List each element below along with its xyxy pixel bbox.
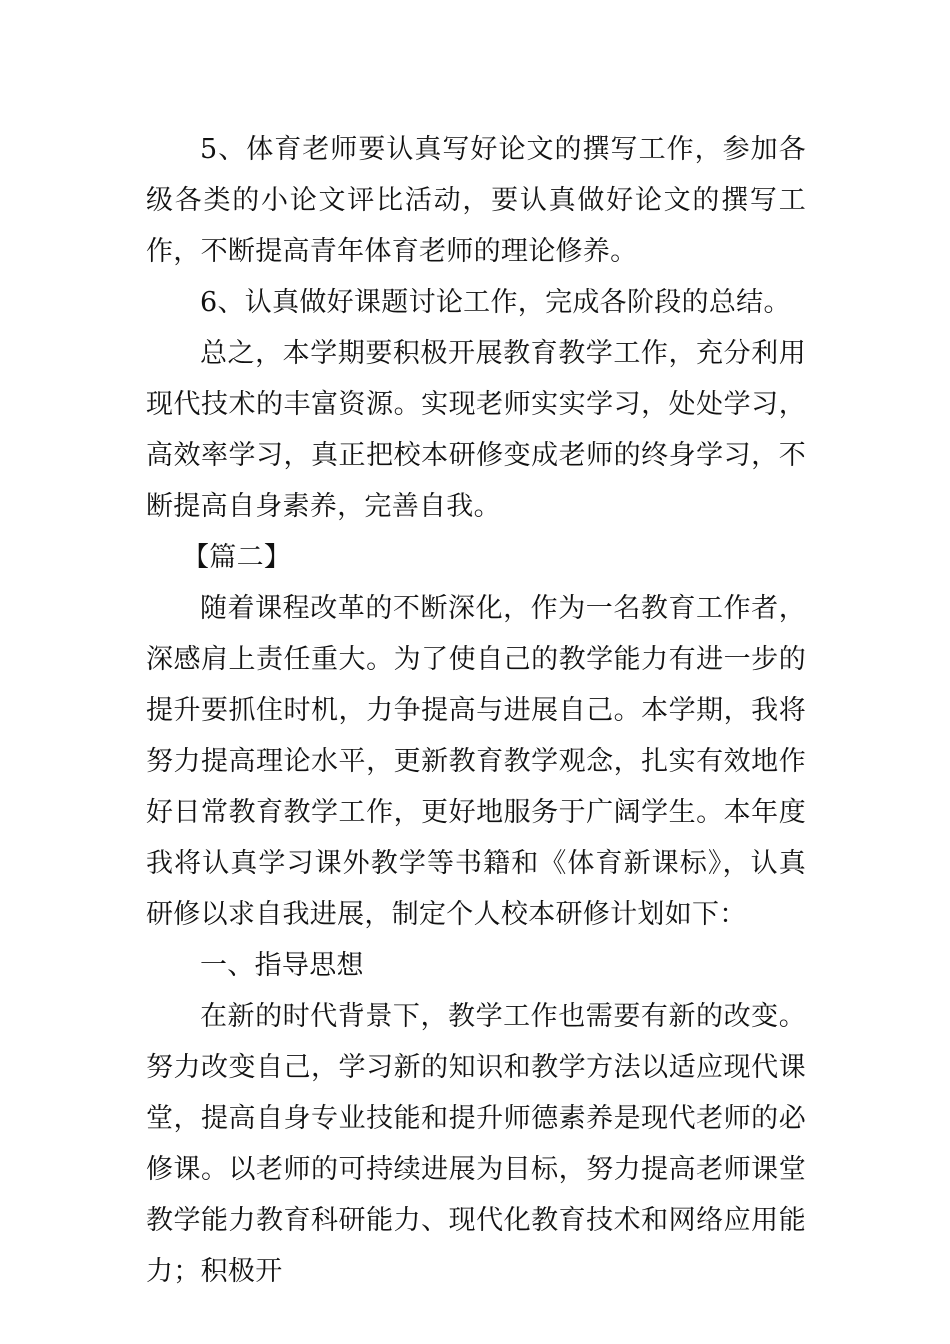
document-body	[146, 124, 806, 1297]
paragraph-summary: 总之，本学期要积极开展教育教学工作，充分利用现代技术的丰富资源。实现老师实实学习，处处学习，高效率学习，真正把校本研修变成老师的终身学习，不断提高自身素养，完善自我。	[146, 338, 806, 522]
paragraph-guiding-ideology: 在新的时代背景下，教学工作也需要有新的改变。努力改变自己，学习新的知识和教学方法以适应现代课堂，提高自身专业技能和提升师德素养是现代老师的必修课。以老师的可持续进展为目标，努力提高老师课堂教学能力教育科研能力、现代化教育技术和网络应用能力；积极开	[146, 1001, 806, 1287]
paragraph-item-6: 6、认真做好课题讨论工作，完成各阶段的总结。	[200, 287, 791, 318]
paragraph-item-5: 5、体育老师要认真写好论文的撰写工作，参加各级各类的小论文评比活动，要认真做好论文的撰写工作，不断提高青年体育老师的理论修养。	[146, 134, 806, 267]
section-heading-guiding-ideology: 一、指导思想	[200, 950, 364, 981]
section-heading-part-two: 【篇二】	[182, 542, 292, 573]
paragraph-intro: 随着课程改革的不断深化，作为一名教育工作者，深感肩上责任重大。为了使自己的教学能力有进一步的提升要抓住时机，力争提高与进展自己。本学期，我将努力提高理论水平，更新教育教学观念，扎实有效地作好日常教育教学工作，更好地服务于广阔学生。本年度我将认真学习课外教学等书籍和《体育新课标》，认真研修以求自我进展，制定个人校本研修计划如下：	[146, 593, 806, 930]
